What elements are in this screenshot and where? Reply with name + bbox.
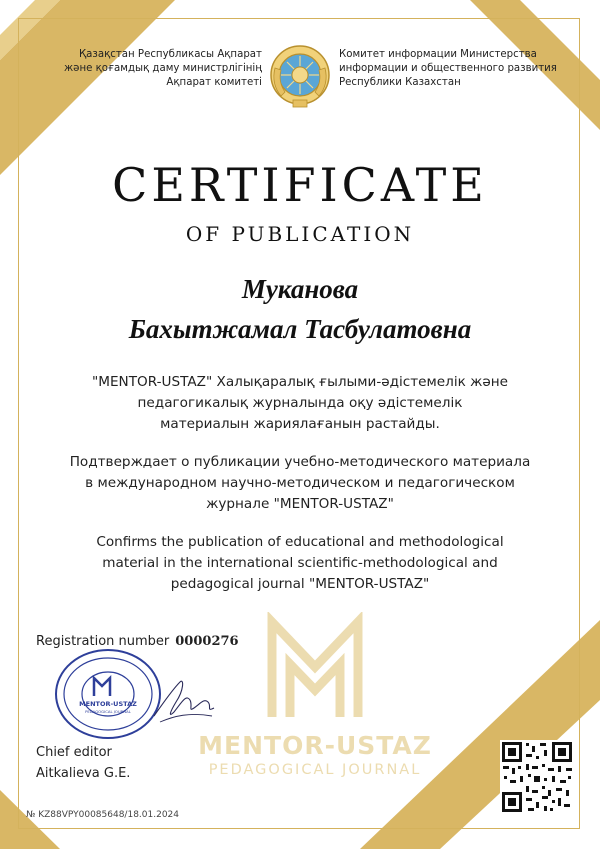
issuer-russian: Комитет информации Министерства информации и общественного развития Республики Казахстан	[339, 49, 557, 88]
chief-editor-title: Chief editor	[36, 745, 112, 760]
issuer-header	[0, 44, 600, 114]
issuer-kazakh: Қазақстан Республикасы Ақпарат және қоғамдық даму министрлігінің Ақпарат комитеті	[64, 49, 262, 88]
certificate-title: CERTIFICATE	[112, 158, 488, 212]
statement-english: Confirms the publication of educational and methodological material in the international scientific-methodological and pedagogical journal "MENTOR-USTAZ"	[96, 534, 504, 592]
qr-code	[500, 740, 574, 814]
certificate-subtitle: OF PUBLICATION	[185, 222, 415, 246]
registration-number: 0000276	[175, 634, 239, 649]
chief-editor-name: Aitkalieva G.E.	[36, 766, 131, 781]
state-emblem-icon	[269, 44, 331, 110]
watermark-brand: MENTOR-USTAZ	[198, 731, 432, 760]
statement-kazakh: "MENTOR-USTAZ" Халықаралық ғылыми-әдістемелік және педагогикалық журналында оқу әдістемелік материалын жариялағанын растайды.	[91, 374, 509, 432]
stamp-tagline: PEDAGOGICAL JOURNAL	[85, 709, 131, 714]
signature-mark	[150, 672, 220, 730]
recipient-given-names: Бахытжамал Тасбулатовна	[128, 314, 472, 344]
registration-label: Registration number	[36, 634, 170, 649]
watermark-tagline: PEDAGOGICAL JOURNAL	[208, 762, 422, 778]
recipient-surname: Муканова	[241, 274, 359, 304]
stamp-brand: MENTOR-USTAZ	[79, 700, 137, 708]
certificate-id: № KZ88VPY00085648/18.01.2024	[26, 810, 179, 820]
statement-russian: Подтверждает о публикации учебно-методического материала в международном научно-методическом и педагогическом журнале "MENTOR-USTAZ"	[69, 454, 531, 512]
